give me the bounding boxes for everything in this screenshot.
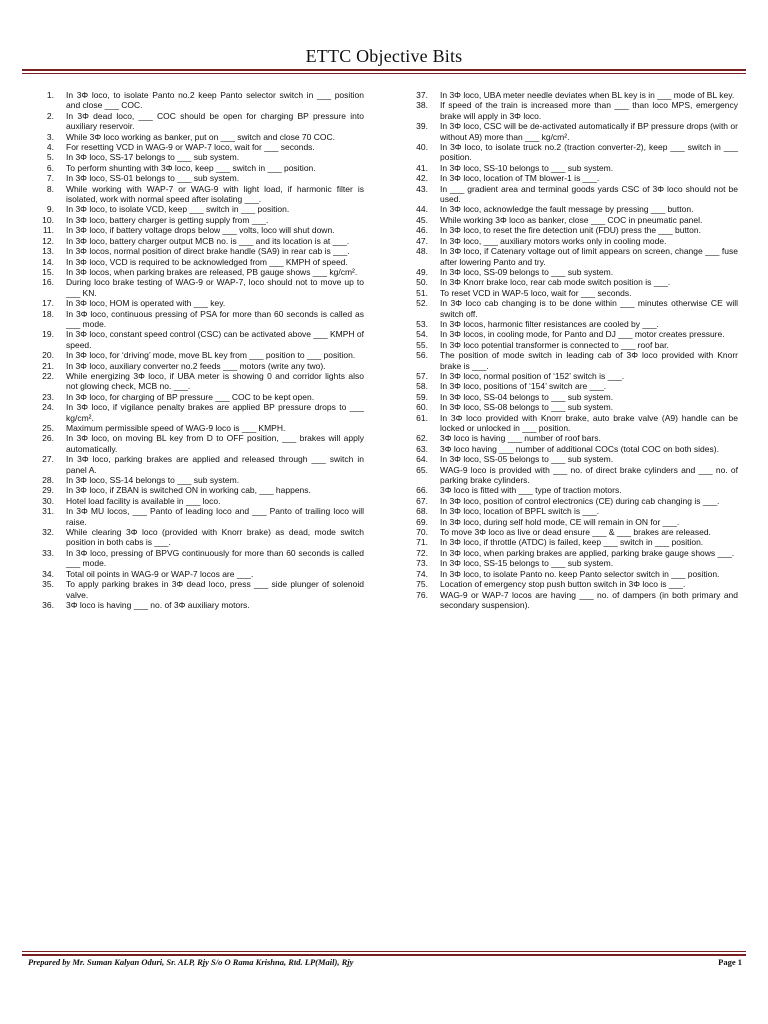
question-number: 11. (42, 225, 54, 236)
question-item (30, 173, 364, 183)
question-number: 57. (416, 370, 428, 381)
question-item (30, 163, 364, 173)
question-text: While clearing 3Φ loco (provided with Knorr brake) as dead, mode switch position in both cabs is ___. (66, 527, 364, 548)
question-item (404, 225, 738, 235)
question-item (404, 506, 738, 516)
question-text: In 3Φ loco, SS-17 belongs to ___ sub system. (66, 152, 240, 163)
question-text: If speed of the train is increased more than ___ than loco MPS, emergency brake will apply in 3Φ loco. (440, 100, 738, 121)
question-text: To perform shunting with 3Φ loco, keep ___ switch in ___ position. (66, 162, 316, 173)
question-item (404, 569, 738, 579)
question-text: WAG-9 loco is provided with ___ no. of direct brake cylinders and ___ no. of parking brake cylinders. (440, 464, 738, 486)
question-item (404, 402, 738, 412)
question-text: In 3Φ loco, to isolate truck no.2 (traction converter-2), keep ___ switch in ___ position. (440, 142, 738, 163)
question-item (404, 121, 738, 142)
question-number: 75. (416, 579, 428, 590)
question-item (30, 132, 364, 142)
question-item (404, 579, 738, 589)
question-item (404, 381, 738, 391)
question-item (30, 267, 364, 277)
question-text: In 3Φ loco, ___ auxiliary motors works only in cooling mode. (440, 235, 667, 246)
question-number: 46. (416, 225, 428, 236)
question-item (404, 246, 738, 267)
page-title: ETTC Objective Bits (305, 46, 463, 66)
question-item (30, 204, 364, 214)
question-text: In 3Φ MU locos, ___ Panto of leading loco and ___ Panto of trailing loco will raise. (66, 506, 364, 527)
question-number: 12. (42, 235, 54, 246)
question-text: In 3Φ loco, if Catenary voltage out of limit appears on screen, change ___ fuse after lowering Panto and try. (440, 246, 738, 267)
question-text: In 3Φ locos, when parking brakes are released, PB gauge shows ___ kg/cm². (66, 266, 358, 277)
question-number: 63. (416, 443, 428, 454)
question-item (30, 527, 364, 548)
question-number: 68. (416, 506, 428, 517)
question-item (404, 371, 738, 381)
question-number: 36. (42, 599, 54, 610)
question-number: 34. (42, 568, 54, 579)
question-text: In 3Φ loco, constant speed control (CSC) can be activated above ___ KMPH of speed. (66, 329, 364, 350)
question-item (404, 215, 738, 225)
question-text: During loco brake testing of WAG-9 or WAP-7, loco should not to move up to ___ KN. (66, 277, 364, 298)
question-number: 15. (42, 266, 54, 277)
question-item (404, 444, 738, 454)
question-text: While 3Φ loco working as banker, put on ___ switch and close 70 COC. (66, 131, 336, 142)
question-text: In 3Φ loco, acknowledge the fault message by pressing ___ button. (440, 204, 694, 215)
question-item (30, 506, 364, 527)
question-number: 64. (416, 454, 428, 465)
question-number: 2. (46, 110, 54, 121)
footer-rule-thin (22, 951, 746, 952)
question-number: 31. (42, 506, 54, 517)
right-question-column (404, 90, 738, 610)
question-number: 70. (416, 527, 428, 538)
question-text: In 3Φ loco, location of TM blower-1 is ___. (440, 173, 600, 184)
question-text: In 3Φ loco, positions of ‘154’ switch are ___. (440, 381, 607, 392)
question-number: 17. (42, 298, 54, 309)
question-item (404, 173, 738, 183)
question-number: 22. (42, 370, 54, 381)
question-text: In 3Φ loco, pressing of BPVG continuously for more than 60 seconds is called ___ mode. (66, 547, 364, 569)
question-number: 43. (416, 183, 428, 194)
question-item (30, 371, 364, 392)
question-item (404, 558, 738, 568)
question-text: In 3Φ loco, when parking brakes are applied, parking brake gauge shows ___. (440, 547, 735, 558)
question-item (30, 298, 364, 308)
question-number: 49. (416, 266, 428, 277)
question-number: 33. (42, 547, 54, 558)
question-number: 16. (42, 277, 54, 288)
question-item (30, 309, 364, 330)
question-number: 13. (42, 246, 54, 257)
question-text: In 3Φ loco, to isolate Panto no. keep Panto selector switch in ___ position. (440, 568, 720, 579)
question-number: 7. (46, 173, 54, 184)
question-item (30, 152, 364, 162)
question-item (404, 496, 738, 506)
question-text: In 3Φ loco, if throttle (ATDC) is failed, keep ___ switch in ___ position. (440, 537, 704, 548)
question-number: 56. (416, 350, 428, 361)
question-text: In 3Φ loco, SS-09 belongs to ___ sub system. (440, 266, 614, 277)
question-number: 50. (416, 277, 428, 288)
question-number: 44. (416, 204, 428, 215)
question-number: 3. (46, 131, 54, 142)
question-text: In 3Φ loco, to isolate Panto no.2 keep Panto selector switch in ___ position and close ___ COC. (66, 90, 364, 111)
question-number: 67. (416, 495, 428, 506)
question-item (30, 392, 364, 402)
question-item (30, 225, 364, 235)
question-number: 25. (42, 423, 54, 433)
question-number: 47. (416, 235, 428, 246)
question-number: 60. (416, 402, 428, 413)
question-item (30, 600, 364, 610)
header-rule-thick (22, 69, 746, 71)
question-number: 21. (42, 360, 54, 371)
question-item (404, 236, 738, 246)
question-text: To reset VCD in WAP-5 loco, wait for ___ seconds. (440, 287, 632, 298)
question-item (404, 163, 738, 173)
question-text: In 3Φ loco, SS-08 belongs to ___ sub system. (440, 402, 614, 413)
question-text: In 3Φ loco, position of control electronics (CE) during cab changing is ___. (440, 495, 720, 506)
question-item (30, 246, 364, 256)
question-number: 48. (416, 246, 428, 257)
question-number: 9. (46, 204, 54, 215)
question-text: In 3Φ loco, SS-05 belongs to ___ sub system. (440, 454, 614, 465)
question-number: 45. (416, 214, 428, 225)
question-text: In 3Φ loco, to reset the fire detection unit (FDU) press the ___ button. (440, 225, 701, 236)
question-item (404, 392, 738, 402)
question-item (404, 340, 738, 350)
question-number: 73. (416, 558, 428, 569)
question-text: In 3Φ loco potential transformer is connected to ___ roof bar. (440, 339, 669, 350)
question-item (30, 184, 364, 205)
question-number: 62. (416, 433, 428, 444)
question-text: Location of emergency stop push button switch in 3Φ loco is ___. (440, 579, 686, 590)
question-number: 40. (416, 142, 428, 153)
question-number: 66. (416, 485, 428, 496)
question-text: In 3Φ loco, SS-15 belongs to ___ sub system. (440, 558, 614, 569)
question-number: 58. (416, 381, 428, 392)
question-item (404, 100, 738, 121)
question-text: In 3Φ loco, for ‘driving’ mode, move BL key from ___ position to ___ position. (66, 350, 356, 361)
question-text: 3Φ loco is fitted with ___ type of traction motors. (440, 485, 622, 496)
question-text: The position of mode switch in leading cab of 3Φ loco provided with Knorr brake is ___. (440, 350, 738, 371)
question-item (30, 329, 364, 350)
question-number: 10. (42, 214, 54, 225)
question-text: In 3Φ loco, SS-14 belongs to ___ sub system. (66, 475, 240, 486)
question-text: In 3Φ loco, normal position of ‘152’ switch is ___. (440, 370, 625, 381)
question-item (30, 496, 364, 506)
question-text: 3Φ loco having ___ number of additional COCs (total COC on both sides). (440, 443, 719, 454)
question-text: 3Φ loco is having ___ no. of 3Φ auxiliary motors. (66, 599, 250, 610)
question-number: 18. (42, 308, 54, 319)
header-rule-thin (22, 73, 746, 74)
question-text: In 3Φ loco, battery charger is getting supply from ___. (66, 214, 269, 225)
question-text: In 3Φ dead loco, ___ COC should be open for charging BP pressure into auxiliary reservoir. (66, 110, 364, 132)
footer-rule-thick (22, 954, 746, 956)
question-number: 35. (42, 579, 54, 590)
question-text: Total oil points in WAG-9 or WAP-7 locos are ___. (66, 568, 254, 579)
question-number: 42. (416, 173, 428, 184)
question-number: 54. (416, 329, 428, 340)
question-item (404, 267, 738, 277)
question-text: For resetting VCD in WAG-9 or WAP-7 loco, wait for ___ seconds. (66, 142, 315, 153)
question-item (30, 475, 364, 485)
question-text: In 3Φ loco, continuous pressing of PSA for more than 60 seconds is called as ___ mode. (66, 308, 364, 329)
question-number: 32. (42, 527, 54, 538)
question-number: 55. (416, 339, 428, 350)
question-text: In 3Φ loco, HOM is operated with ___ key. (66, 298, 226, 309)
question-item (30, 579, 364, 600)
question-text: In 3Φ loco, CSC will be de-activated automatically if BP pressure drops (with or without A9) more than ___ kg/cm². (440, 121, 738, 142)
page-number: Page 1 (718, 957, 742, 967)
question-item (404, 288, 738, 298)
question-text: In 3Φ loco, if ZBAN is switched ON in working cab, ___ happens. (66, 485, 311, 496)
question-item (30, 350, 364, 360)
question-item (30, 236, 364, 246)
question-text: In 3Φ loco, on moving BL key from D to OFF position, ___ brakes will apply automatically. (66, 433, 364, 454)
question-item (404, 454, 738, 464)
question-text: In 3Φ loco provided with Knorr brake, auto brake valve (A9) handle can be locked or unlocked in ___ position. (440, 412, 738, 433)
question-item (404, 319, 738, 329)
question-item (30, 257, 364, 267)
question-text: In 3Φ loco, VCD is required to be acknowledged from ___ KMPH of speed. (66, 256, 348, 267)
question-text: Maximum permissible speed of WAG-9 loco is ___ KMPH. (66, 423, 286, 433)
question-text: In 3Φ loco, auxiliary converter no.2 feeds ___ motors (write any two). (66, 360, 326, 371)
question-text: In 3Φ Knorr brake loco, rear cab mode switch position is ___. (440, 277, 671, 288)
question-item (30, 215, 364, 225)
question-item (30, 433, 364, 454)
question-text: In 3Φ locos, harmonic filter resistances are cooled by ___. (440, 318, 659, 329)
question-text: While working with WAP-7 or WAG-9 with light load, if harmonic filter is isolated, work with normal speed after isolating ___. (66, 183, 364, 205)
question-item (30, 548, 364, 569)
question-text: 3Φ loco is having ___ number of roof bars. (440, 433, 601, 444)
question-item (404, 413, 738, 434)
question-text: In 3Φ loco cab changing is to be done within ___ minutes otherwise CE will switch off. (440, 298, 738, 319)
question-number: 51. (416, 287, 428, 298)
question-text: In 3Φ loco, location of BPFL switch is ___. (440, 506, 600, 517)
question-number: 27. (42, 454, 54, 465)
question-number: 1. (46, 90, 54, 100)
question-number: 76. (416, 589, 428, 600)
question-item (404, 184, 738, 205)
question-number: 6. (46, 162, 54, 173)
question-item (30, 454, 364, 475)
question-text: In 3Φ loco, for charging of BP pressure ___ COC to be kept open. (66, 391, 315, 402)
question-text: In 3Φ loco, SS-04 belongs to ___ sub system. (440, 391, 614, 402)
question-item (404, 90, 738, 100)
question-number: 14. (42, 256, 54, 267)
question-text: Hotel load facility is available in ___ loco. (66, 495, 221, 506)
question-text: In 3Φ loco, if vigilance penalty brakes are applied BP pressure drops to ___ kg/cm². (66, 402, 364, 423)
question-item (404, 433, 738, 443)
question-item (30, 111, 364, 132)
question-item (30, 485, 364, 495)
question-item (404, 298, 738, 319)
question-number: 69. (416, 516, 428, 527)
question-number: 72. (416, 547, 428, 558)
question-item (404, 277, 738, 287)
question-item (404, 142, 738, 163)
question-text: In 3Φ loco, battery charger output MCB no. is ___ and its location is at ___. (66, 235, 350, 246)
question-number: 52. (416, 298, 428, 309)
question-number: 37. (416, 90, 428, 100)
question-number: 8. (46, 183, 54, 194)
question-number: 61. (416, 412, 428, 423)
question-number: 41. (416, 162, 428, 173)
question-item (30, 90, 364, 111)
question-number: 59. (416, 391, 428, 402)
question-item (30, 142, 364, 152)
question-item (30, 277, 364, 298)
question-item (404, 548, 738, 558)
question-text: In 3Φ loco, parking brakes are applied and released through ___ switch in panel A. (66, 454, 364, 475)
question-number: 74. (416, 568, 428, 579)
question-text: To move 3Φ loco as live or dead ensure ___ & ___ brakes are released. (440, 527, 711, 538)
question-item (30, 423, 364, 433)
question-number: 38. (416, 100, 428, 111)
question-number: 29. (42, 485, 54, 496)
question-text: In 3Φ loco, to isolate VCD, keep ___ switch in ___ position. (66, 204, 290, 215)
prepared-by-credit: Prepared by Mr. Suman Kalyan Oduri, Sr. ALP, Rjy S/o O Rama Krishna, Rtd. LP(Mail), Rjy (28, 957, 354, 967)
question-item (404, 204, 738, 214)
question-text: In 3Φ loco, UBA meter needle deviates when BL key is in ___ mode of BL key. (440, 90, 735, 100)
question-text: WAG-9 or WAP-7 locos are having ___ no. of dampers (in both primary and secondary suspension). (440, 589, 738, 610)
question-item (30, 361, 364, 371)
question-item (404, 590, 738, 611)
question-text: In 3Φ loco, if battery voltage drops below ___ volts, loco will shut down. (66, 225, 335, 236)
question-number: 4. (46, 142, 54, 153)
question-item (404, 537, 738, 547)
question-number: 53. (416, 318, 428, 329)
question-item (404, 517, 738, 527)
question-item (404, 350, 738, 371)
question-item (404, 465, 738, 486)
question-number: 23. (42, 391, 54, 402)
question-item (404, 485, 738, 495)
question-number: 5. (46, 152, 54, 163)
question-text: In 3Φ loco, SS-10 belongs to ___ sub system. (440, 162, 614, 173)
question-number: 71. (416, 537, 428, 548)
left-question-column (30, 90, 364, 610)
question-number: 19. (42, 329, 54, 340)
question-number: 24. (42, 402, 54, 413)
question-item (404, 329, 738, 339)
question-number: 65. (416, 464, 428, 475)
question-number: 28. (42, 475, 54, 486)
question-item (30, 569, 364, 579)
question-text: To apply parking brakes in 3Φ dead loco, press ___ side plunger of solenoid valve. (66, 579, 364, 600)
question-number: 39. (416, 121, 428, 132)
question-text: In ___ gradient area and terminal goods yards CSC of 3Φ loco should not be used. (440, 183, 738, 205)
question-text: In 3Φ locos, in cooling mode, for Panto and DJ ___ motor creates pressure. (440, 329, 725, 340)
question-number: 26. (42, 433, 54, 444)
question-text: In 3Φ loco, SS-01 belongs to ___ sub system. (66, 173, 240, 184)
question-text: In 3Φ loco, during self hold mode, CE will remain in ON for ___. (440, 516, 680, 527)
question-item (404, 527, 738, 537)
question-item (30, 402, 364, 423)
question-number: 20. (42, 350, 54, 361)
question-text: In 3Φ locos, normal position of direct brake handle (SA9) in rear cab is ___. (66, 246, 350, 257)
question-text: While energizing 3Φ loco, if UBA meter is showing 0 and corridor lights also not glowing check, MCB no. ___. (66, 370, 364, 392)
question-number: 30. (42, 495, 54, 506)
question-text: While working 3Φ loco as banker, close ___ COC in pneumatic panel. (440, 214, 703, 225)
